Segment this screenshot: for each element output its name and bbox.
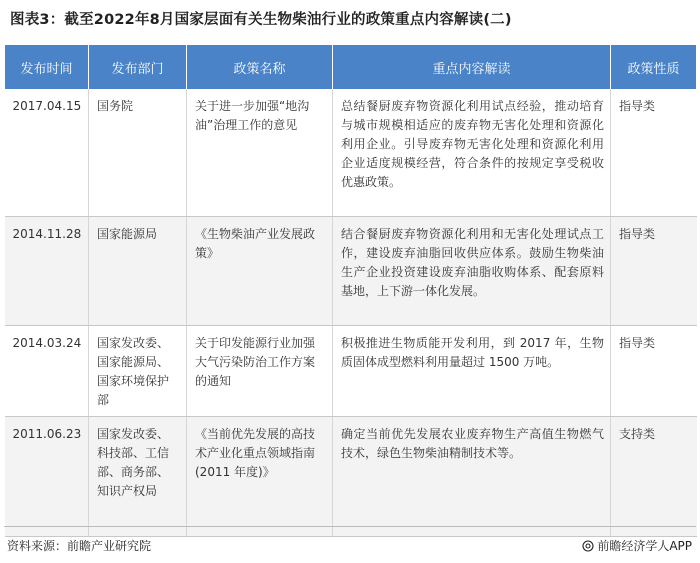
cell-policy: 《当前优先发展的高技术产业化重点领域指南(2011 年度)》 (187, 417, 333, 537)
cell-content: 积极推进生物质能开发利用，到 2017 年，生物质固体成型燃料利用量超过 1500 万吨。 (333, 326, 611, 417)
cell-policy: 关于印发能源行业加强大气污染防治工作方案的通知 (187, 326, 333, 417)
cell-nature: 指导类 (611, 89, 697, 217)
cell-department: 国家发改委、科技部、工信部、商务部、知识产权局 (89, 417, 187, 537)
cell-date: 2011.06.23 (5, 417, 89, 537)
footer-source: 资料来源：前瞻产业研究院 (7, 539, 152, 553)
table-row (5, 326, 697, 417)
table-row (5, 417, 697, 537)
cell-nature: 指导类 (611, 326, 697, 417)
cell-date: 2014.03.24 (5, 326, 89, 417)
cell-content: 总结餐厨废弃物资源化利用试点经验，推动培育与城市规模相适应的废弃物无害化处理和资源化利用企业。引导废弃物无害化处理和资源化利用企业适度规模经营，符合条件的按规定享受税收优惠政策。 (333, 89, 611, 217)
table-row (5, 217, 697, 326)
footer-brand-label: 前瞻经济学人APP (597, 539, 692, 553)
cell-content: 确定当前优先发展农业废弃物生产高值生物燃气技术，绿色生物柴油精制技术等。 (333, 417, 611, 537)
cell-department: 国务院 (89, 89, 187, 217)
cell-content: 结合餐厨废弃物资源化利用和无害化处理试点工作，建设废弃油脂回收供应体系。鼓励生物柴油生产企业投资建设废弃油脂收购体系、配套原料基地，上下游一体化发展。 (333, 217, 611, 326)
cell-department: 国家发改委、国家能源局、国家环境保护部 (89, 326, 187, 417)
cell-date: 2014.11.28 (5, 217, 89, 326)
cell-nature: 指导类 (611, 217, 697, 326)
cell-department: 国家能源局 (89, 217, 187, 326)
at-sign-icon (582, 540, 594, 552)
header-date: 发布时间 (5, 45, 89, 89)
table-header-row (5, 45, 697, 89)
table-row (5, 89, 697, 217)
header-department: 发布部门 (89, 45, 187, 89)
header-nature: 政策性质 (611, 45, 697, 89)
cell-date: 2017.04.15 (5, 89, 89, 217)
footer-divider (4, 526, 696, 527)
header-content: 重点内容解读 (333, 45, 611, 89)
cell-nature: 支持类 (611, 417, 697, 537)
footer-brand (582, 537, 692, 554)
cell-policy: 关于进一步加强“地沟油”治理工作的意见 (187, 89, 333, 217)
page-title: 图表3：截至2022年8月国家层面有关生物柴油行业的政策重点内容解读(二) (10, 12, 512, 28)
policy-table (4, 45, 697, 537)
cell-policy: 《生物柴油产业发展政策》 (187, 217, 333, 326)
header-policy: 政策名称 (187, 45, 333, 89)
